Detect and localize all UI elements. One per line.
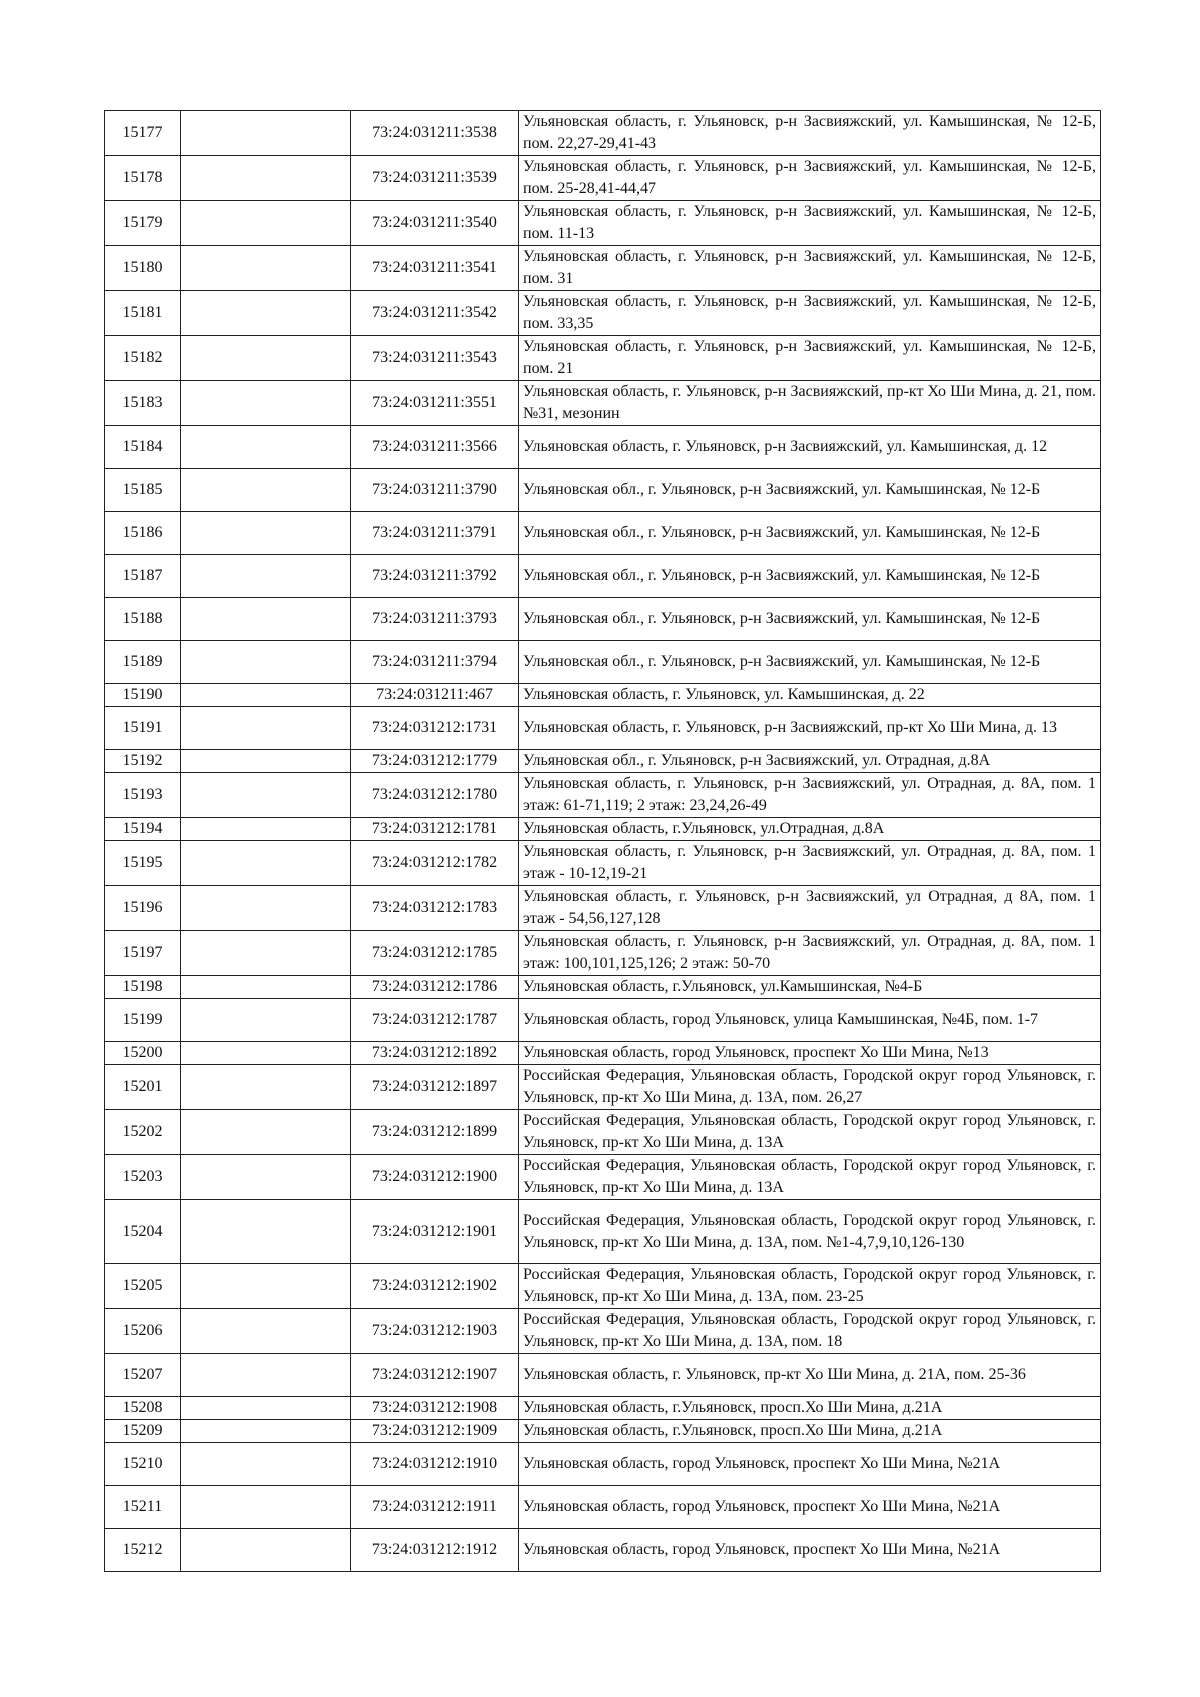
cadastral-number-cell: 73:24:031212:1892 [351,1042,519,1065]
table-row [105,555,1101,598]
table-row [105,1354,1101,1397]
address-cell: Ульяновская область, город Ульяновск, проспект Хо Ши Мина, №21А [519,1529,1101,1572]
empty-cell [181,598,351,641]
table-row [105,773,1101,818]
table-row [105,1443,1101,1486]
address-cell: Ульяновская область, г.Ульяновск, просп.Хо Ши Мина, д.21А [519,1397,1101,1420]
empty-cell [181,773,351,818]
address-cell: Ульяновская область, город Ульяновск, проспект Хо Ши Мина, №21А [519,1443,1101,1486]
empty-cell [181,707,351,750]
row-number-cell: 15189 [105,641,181,684]
empty-cell [181,886,351,931]
table-row [105,841,1101,886]
table-row [105,1065,1101,1110]
empty-cell [181,512,351,555]
row-number-cell: 15188 [105,598,181,641]
address-cell: Российская Федерация, Ульяновская область, Городской округ город Ульяновск, г. Ульяновск, пр-кт Хо Ши Мина, д. 13А [519,1110,1101,1155]
row-number-cell: 15184 [105,426,181,469]
row-number-cell: 15187 [105,555,181,598]
empty-cell [181,1420,351,1443]
empty-cell [181,841,351,886]
row-number-cell: 15194 [105,818,181,841]
address-cell: Ульяновская обл., г. Ульяновск, р-н Засвияжский, ул. Камышинская, № 12-Б [519,641,1101,684]
row-number-cell: 15212 [105,1529,181,1572]
table-row [105,1420,1101,1443]
empty-cell [181,684,351,707]
row-number-cell: 15178 [105,156,181,201]
address-cell: Российская Федерация, Ульяновская область, Городской округ город Ульяновск, г. Ульяновск, пр-кт Хо Ши Мина, д. 13А, пом. №1-4,7,9,10,126-130 [519,1200,1101,1264]
address-cell: Ульяновская область, г. Ульяновск, р-н Засвияжский, ул. Отрадная, д. 8А, пом. 1 этаж: 100,101,125,126; 2 этаж: 50-70 [519,931,1101,976]
cadastral-number-cell: 73:24:031212:1786 [351,976,519,999]
address-cell: Ульяновская область, г. Ульяновск, р-н Засвияжский, ул. Камышинская, д. 12 [519,426,1101,469]
address-cell: Ульяновская область, город Ульяновск, проспект Хо Ши Мина, №21А [519,1486,1101,1529]
cadastral-number-cell: 73:24:031211:3790 [351,469,519,512]
row-number-cell: 15208 [105,1397,181,1420]
row-number-cell: 15201 [105,1065,181,1110]
row-number-cell: 15199 [105,999,181,1042]
cadastral-number-cell: 73:24:031212:1783 [351,886,519,931]
address-cell: Ульяновская область, г. Ульяновск, р-н Засвияжский, ул. Камышинская, № 12-Б, пом. 25-28,41-44,47 [519,156,1101,201]
address-cell: Ульяновская обл., г. Ульяновск, р-н Засвияжский, ул. Камышинская, № 12-Б [519,469,1101,512]
table-row [105,1397,1101,1420]
empty-cell [181,246,351,291]
row-number-cell: 15198 [105,976,181,999]
cadastral-number-cell: 73:24:031211:3538 [351,111,519,156]
address-cell: Ульяновская область, г. Ульяновск, р-н Засвияжский, ул. Камышинская, № 12-Б, пом. 21 [519,336,1101,381]
table-row [105,512,1101,555]
table-row [105,336,1101,381]
cadastral-number-cell: 73:24:031212:1785 [351,931,519,976]
table-row [105,886,1101,931]
address-cell: Ульяновская область, г. Ульяновск, р-н Засвияжский, ул. Камышинская, № 12-Б, пом. 22,27-29,41-43 [519,111,1101,156]
registry-table-body [105,111,1101,1572]
table-row [105,818,1101,841]
table-row [105,707,1101,750]
empty-cell [181,1200,351,1264]
address-cell: Ульяновская область, г. Ульяновск, ул. Камышинская, д. 22 [519,684,1101,707]
empty-cell [181,336,351,381]
empty-cell [181,1443,351,1486]
empty-cell [181,1042,351,1065]
address-cell: Ульяновская область, г. Ульяновск, пр-кт Хо Ши Мина, д. 21А, пом. 25-36 [519,1354,1101,1397]
empty-cell [181,641,351,684]
table-row [105,1486,1101,1529]
cadastral-number-cell: 73:24:031212:1912 [351,1529,519,1572]
address-cell: Ульяновская область, г. Ульяновск, р-н Засвияжский, ул. Камышинская, № 12-Б, пом. 33,35 [519,291,1101,336]
registry-table [104,110,1101,1572]
table-row [105,750,1101,773]
cadastral-number-cell: 73:24:031212:1908 [351,1397,519,1420]
cadastral-number-cell: 73:24:031211:3792 [351,555,519,598]
empty-cell [181,976,351,999]
cadastral-number-cell: 73:24:031212:1781 [351,818,519,841]
table-row [105,246,1101,291]
empty-cell [181,426,351,469]
row-number-cell: 15179 [105,201,181,246]
table-row [105,381,1101,426]
cadastral-number-cell: 73:24:031212:1897 [351,1065,519,1110]
row-number-cell: 15182 [105,336,181,381]
row-number-cell: 15191 [105,707,181,750]
row-number-cell: 15200 [105,1042,181,1065]
address-cell: Ульяновская обл., г. Ульяновск, р-н Засвияжский, ул. Камышинская, № 12-Б [519,555,1101,598]
row-number-cell: 15205 [105,1264,181,1309]
address-cell: Ульяновская область, город Ульяновск, улица Камышинская, №4Б, пом. 1-7 [519,999,1101,1042]
row-number-cell: 15190 [105,684,181,707]
table-row [105,1155,1101,1200]
cadastral-number-cell: 73:24:031212:1909 [351,1420,519,1443]
address-cell: Ульяновская обл., г. Ульяновск, р-н Засвияжский, ул. Камышинская, № 12-Б [519,598,1101,641]
cadastral-number-cell: 73:24:031212:1903 [351,1309,519,1354]
cadastral-number-cell: 73:24:031211:3794 [351,641,519,684]
table-row [105,976,1101,999]
empty-cell [181,1155,351,1200]
row-number-cell: 15195 [105,841,181,886]
table-row [105,1200,1101,1264]
empty-cell [181,750,351,773]
cadastral-number-cell: 73:24:031211:3793 [351,598,519,641]
table-row [105,291,1101,336]
cadastral-number-cell: 73:24:031211:3541 [351,246,519,291]
empty-cell [181,555,351,598]
empty-cell [181,1110,351,1155]
row-number-cell: 15177 [105,111,181,156]
row-number-cell: 15186 [105,512,181,555]
empty-cell [181,931,351,976]
empty-cell [181,818,351,841]
address-cell: Российская Федерация, Ульяновская область, Городской округ город Ульяновск, г. Ульяновск, пр-кт Хо Ши Мина, д. 13А, пом. 18 [519,1309,1101,1354]
row-number-cell: 15193 [105,773,181,818]
table-row [105,999,1101,1042]
address-cell: Ульяновская область, г. Ульяновск, р-н Засвияжский, ул. Отрадная, д. 8А, пом. 1 этаж - 10-12,19-21 [519,841,1101,886]
row-number-cell: 15197 [105,931,181,976]
row-number-cell: 15180 [105,246,181,291]
row-number-cell: 15206 [105,1309,181,1354]
row-number-cell: 15196 [105,886,181,931]
cadastral-number-cell: 73:24:031211:3543 [351,336,519,381]
address-cell: Ульяновская область, г. Ульяновск, р-н Засвияжский, ул. Отрадная, д. 8А, пом. 1 этаж: 61-71,119; 2 этаж: 23,24,26-49 [519,773,1101,818]
address-cell: Ульяновская область, г.Ульяновск, ул.Камышинская, №4-Б [519,976,1101,999]
cadastral-number-cell: 73:24:031211:3540 [351,201,519,246]
table-row [105,426,1101,469]
address-cell: Российская Федерация, Ульяновская область, Городской округ город Ульяновск, г. Ульяновск, пр-кт Хо Ши Мина, д. 13А [519,1155,1101,1200]
cadastral-number-cell: 73:24:031212:1779 [351,750,519,773]
row-number-cell: 15209 [105,1420,181,1443]
cadastral-number-cell: 73:24:031212:1782 [351,841,519,886]
row-number-cell: 15210 [105,1443,181,1486]
empty-cell [181,999,351,1042]
cadastral-number-cell: 73:24:031211:3551 [351,381,519,426]
table-row [105,111,1101,156]
empty-cell [181,1397,351,1420]
empty-cell [181,201,351,246]
address-cell: Российская Федерация, Ульяновская область, Городской округ город Ульяновск, г. Ульяновск, пр-кт Хо Ши Мина, д. 13А, пом. 26,27 [519,1065,1101,1110]
cadastral-number-cell: 73:24:031211:467 [351,684,519,707]
row-number-cell: 15183 [105,381,181,426]
address-cell: Ульяновская обл., г. Ульяновск, р-н Засвияжский, ул. Камышинская, № 12-Б [519,512,1101,555]
cadastral-number-cell: 73:24:031212:1780 [351,773,519,818]
table-row [105,931,1101,976]
empty-cell [181,111,351,156]
row-number-cell: 15204 [105,1200,181,1264]
row-number-cell: 15185 [105,469,181,512]
empty-cell [181,291,351,336]
row-number-cell: 15211 [105,1486,181,1529]
table-row [105,1264,1101,1309]
address-cell: Ульяновская область, г. Ульяновск, р-н Засвияжский, ул Отрадная, д 8А, пом. 1 этаж - 54,56,127,128 [519,886,1101,931]
table-row [105,684,1101,707]
empty-cell [181,1354,351,1397]
table-row [105,201,1101,246]
empty-cell [181,469,351,512]
row-number-cell: 15203 [105,1155,181,1200]
address-cell: Российская Федерация, Ульяновская область, Городской округ город Ульяновск, г. Ульяновск, пр-кт Хо Ши Мина, д. 13А, пом. 23-25 [519,1264,1101,1309]
cadastral-number-cell: 73:24:031212:1902 [351,1264,519,1309]
cadastral-number-cell: 73:24:031212:1911 [351,1486,519,1529]
empty-cell [181,1264,351,1309]
row-number-cell: 15192 [105,750,181,773]
address-cell: Ульяновская область, г. Ульяновск, р-н Засвияжский, пр-кт Хо Ши Мина, д. 21, пом. №31, мезонин [519,381,1101,426]
cadastral-number-cell: 73:24:031211:3566 [351,426,519,469]
address-cell: Ульяновская обл., г. Ульяновск, р-н Засвияжский, ул. Отрадная, д.8А [519,750,1101,773]
empty-cell [181,1065,351,1110]
cadastral-number-cell: 73:24:031212:1787 [351,999,519,1042]
table-row [105,1309,1101,1354]
address-cell: Ульяновская область, г. Ульяновск, р-н Засвияжский, пр-кт Хо Ши Мина, д. 13 [519,707,1101,750]
address-cell: Ульяновская область, город Ульяновск, проспект Хо Ши Мина, №13 [519,1042,1101,1065]
cadastral-number-cell: 73:24:031211:3791 [351,512,519,555]
table-row [105,469,1101,512]
cadastral-number-cell: 73:24:031212:1901 [351,1200,519,1264]
row-number-cell: 15207 [105,1354,181,1397]
table-row [105,641,1101,684]
empty-cell [181,156,351,201]
cadastral-number-cell: 73:24:031211:3539 [351,156,519,201]
row-number-cell: 15181 [105,291,181,336]
empty-cell [181,1486,351,1529]
address-cell: Ульяновская область, г. Ульяновск, р-н Засвияжский, ул. Камышинская, № 12-Б, пом. 31 [519,246,1101,291]
cadastral-number-cell: 73:24:031212:1900 [351,1155,519,1200]
address-cell: Ульяновская область, г.Ульяновск, просп.Хо Ши Мина, д.21А [519,1420,1101,1443]
empty-cell [181,1529,351,1572]
table-row [105,156,1101,201]
cadastral-number-cell: 73:24:031212:1731 [351,707,519,750]
empty-cell [181,1309,351,1354]
empty-cell [181,381,351,426]
table-row [105,1529,1101,1572]
cadastral-number-cell: 73:24:031212:1899 [351,1110,519,1155]
table-row [105,1110,1101,1155]
address-cell: Ульяновская область, г. Ульяновск, р-н Засвияжский, ул. Камышинская, № 12-Б, пом. 11-13 [519,201,1101,246]
cadastral-number-cell: 73:24:031212:1907 [351,1354,519,1397]
cadastral-number-cell: 73:24:031211:3542 [351,291,519,336]
table-row [105,1042,1101,1065]
cadastral-number-cell: 73:24:031212:1910 [351,1443,519,1486]
table-row [105,598,1101,641]
address-cell: Ульяновская область, г.Ульяновск, ул.Отрадная, д.8А [519,818,1101,841]
row-number-cell: 15202 [105,1110,181,1155]
